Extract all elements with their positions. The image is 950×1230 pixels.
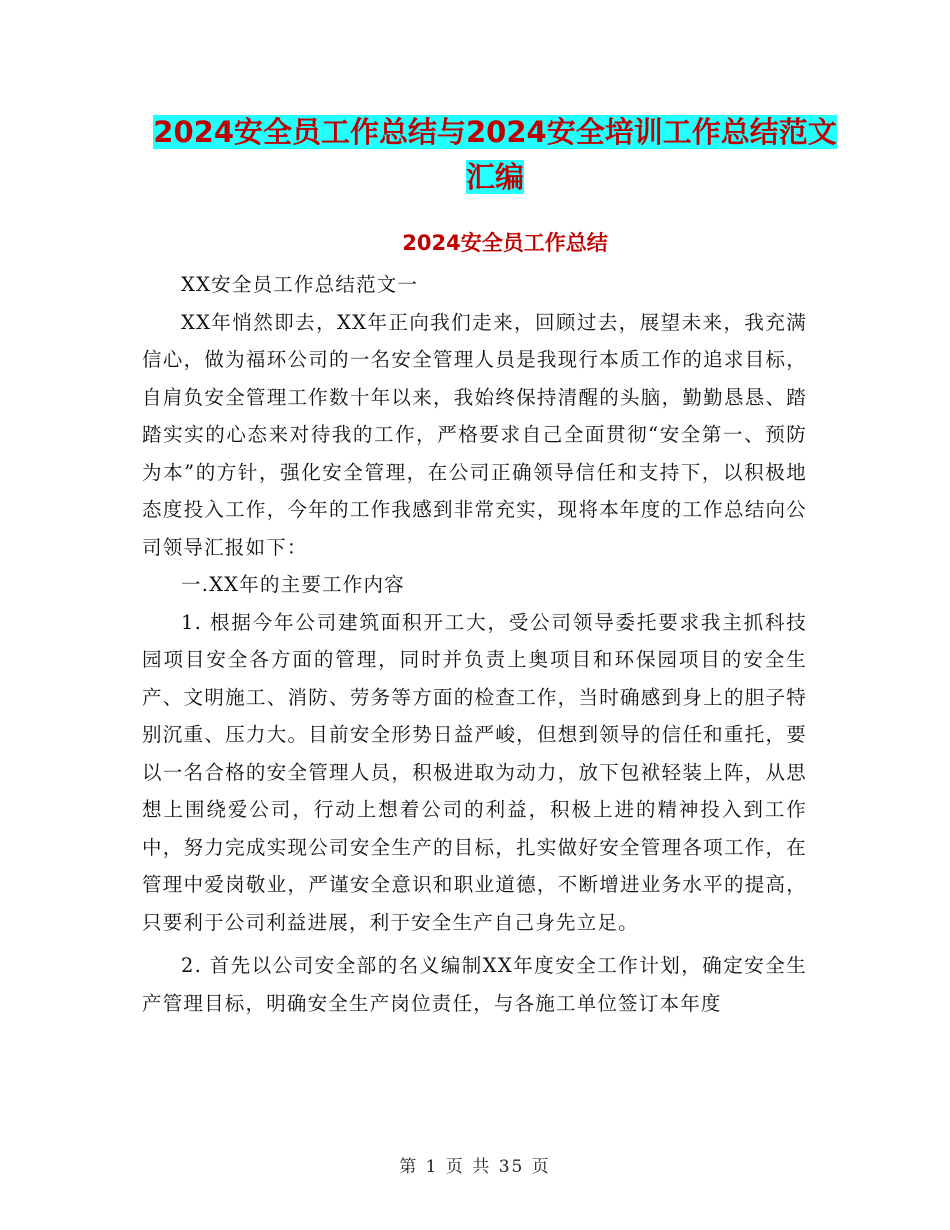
paragraph-item-2: 2. 首先以公司安全部的名义编制XX年度安全工作计划，确定安全生产管理目标，明确安全生产岗位责任，与各施工单位签订本年度 xyxy=(142,954,807,1015)
paragraph-item-1: 1. 根据今年公司建筑面积开工大，受公司领导委托要求我主抓科技园项目安全各方面的管理，同时并负责上奥项目和环保园项目的安全生产、文明施工、消防、劳务等方面的检查工作，当时确感到身上的胆子特别沉重、压力大。目前安全形势日益严峻，但想到领导的信任和重托，要以一名合格的安全管理人员，积极进取为动力，放下包袱轻装上阵，从思想上围绕爱公司，行动上想着公司的利益，积极上进的精神投入到工作中，努力完成实现公司安全生产的目标，扎实做好安全管理各项工作，在管理中爱岗敬业，严谨安全意识和职业道德，不断增进业务水平的提高，只要利于公司利益进展，利于安全生产自己身先立足。 xyxy=(142,610,807,934)
paragraph-heading-main-work: 一.XX年的主要工作内容 xyxy=(181,573,405,596)
section-title: 2024安全员工作总结 xyxy=(402,231,608,255)
document-title-text: 2024安全员工作总结与2024安全培训工作总结范文汇编 xyxy=(153,115,837,194)
page-footer: 第 1 页 共 35 页 xyxy=(399,1157,551,1177)
document-body xyxy=(142,266,807,1022)
paragraph-intro: XX年悄然即去，XX年正向我们走来，回顾过去，展望未来，我充满信心，做为福环公司的一名安全管理人员是我现行本质工作的追求目标，自肩负安全管理工作数十年以来，我始终保持清醒的头脑，勤勤恳恳、踏踏实实的心态来对待我的工作，严格要求自己全面贯彻“安全第一、预防为本”的方针，强化安全管理，在公司正确领导信任和支持下，以积极地态度投入工作，今年的工作我感到非常充实，现将本年度的工作总结向公司领导汇报如下： xyxy=(142,310,807,559)
document-title xyxy=(140,110,850,200)
paragraph-subheading: XX安全员工作总结范文一 xyxy=(181,273,419,296)
